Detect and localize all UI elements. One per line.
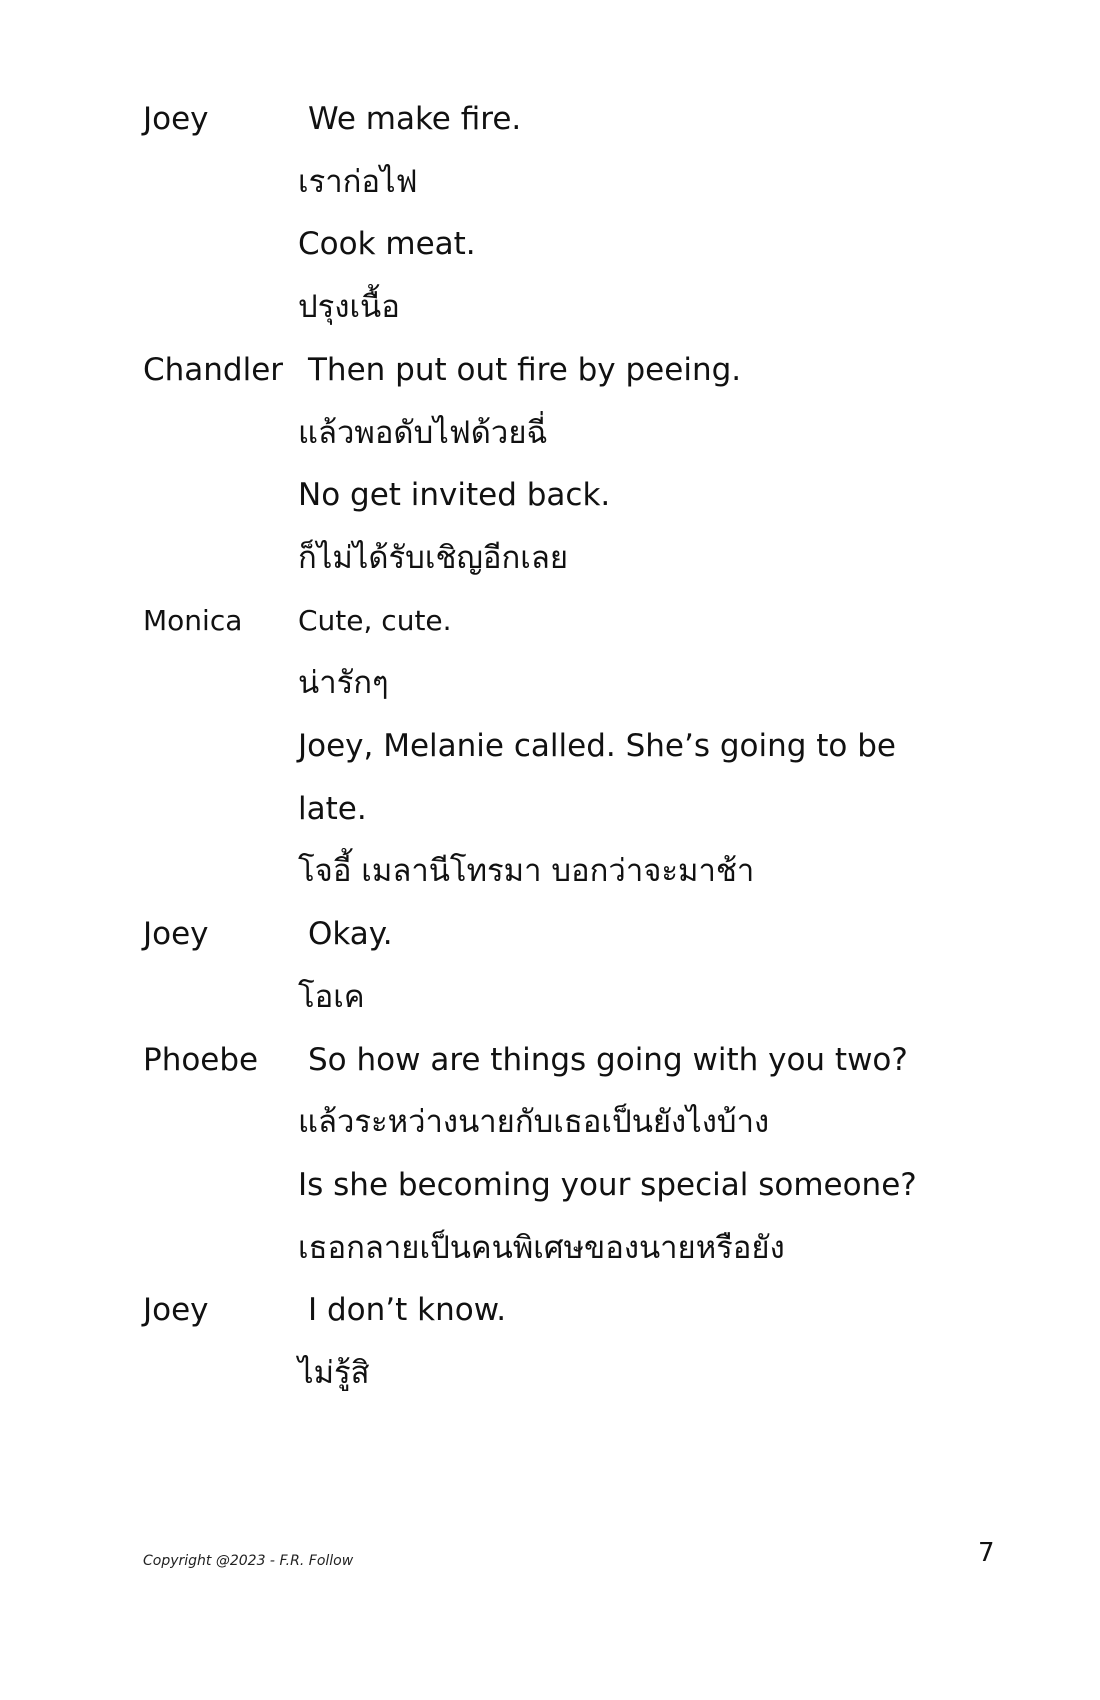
dialogue-line	[0, 1280, 1100, 1340]
dialogue-text: Is she becoming your special someone?	[298, 1167, 917, 1203]
dialogue-text: Okay.	[308, 916, 393, 952]
dialogue-line	[0, 403, 1100, 463]
dialogue-text: I don’t know.	[308, 1292, 507, 1328]
dialogue-text: ก็ไม่ได้รับเชิญอีกเลย	[298, 540, 569, 576]
dialogue-line	[0, 1218, 1100, 1278]
dialogue-line	[0, 1092, 1100, 1152]
dialogue-text: โอเค	[298, 979, 365, 1015]
speaker-name: Joey	[143, 916, 209, 952]
dialogue-text: Joey, Melanie called. She’s going to be	[298, 728, 896, 764]
dialogue-line	[0, 340, 1100, 400]
dialogue-text: โจอี้ เมลานีโทรมา บอกว่าจะมาช้า	[298, 853, 755, 889]
dialogue-text: น่ารักๆ	[298, 665, 389, 701]
dialogue-line	[0, 653, 1100, 713]
dialogue-text: แล้วพอดับไฟด้วยฉี่	[298, 415, 548, 451]
dialogue-text: แล้วระหว่างนายกับเธอเป็นยังไงบ้าง	[298, 1104, 770, 1140]
dialogue-line	[0, 967, 1100, 1027]
dialogue-text: Then put out fire by peeing.	[308, 352, 742, 388]
dialogue-line	[0, 1030, 1100, 1090]
dialogue-line	[0, 528, 1100, 588]
dialogue-line	[0, 591, 1100, 651]
dialogue-text: So how are things going with you two?	[308, 1042, 908, 1078]
dialogue-line	[0, 277, 1100, 337]
page-number: 7	[978, 1538, 995, 1568]
speaker-name: Joey	[143, 101, 209, 137]
dialogue-line	[0, 89, 1100, 149]
dialogue-line	[0, 214, 1100, 274]
speaker-name: Joey	[143, 1292, 209, 1328]
dialogue-text: ปรุงเนื้อ	[298, 289, 400, 325]
dialogue-text: เราก่อไฟ	[298, 164, 418, 200]
dialogue-text: Cute, cute.	[298, 604, 452, 637]
dialogue-line	[0, 1343, 1100, 1403]
dialogue-text: We make fire.	[308, 101, 522, 137]
dialogue-text: ไม่รู้สิ	[298, 1355, 370, 1391]
dialogue-line	[0, 779, 1100, 839]
dialogue-text: เธอกลายเป็นคนพิเศษของนายหรือยัง	[298, 1230, 785, 1266]
speaker-name: Monica	[143, 604, 243, 637]
dialogue-text: No get invited back.	[298, 477, 611, 513]
speaker-name: Phoebe	[143, 1042, 259, 1078]
speaker-name: Chandler	[143, 352, 284, 388]
dialogue-line	[0, 465, 1100, 525]
dialogue-line	[0, 716, 1100, 776]
dialogue-text: late.	[298, 791, 367, 827]
copyright-notice: Copyright @2023 - F.R. Follow	[143, 1553, 354, 1569]
dialogue-line	[0, 841, 1100, 901]
dialogue-line	[0, 152, 1100, 212]
dialogue-line	[0, 904, 1100, 964]
dialogue-text: Cook meat.	[298, 226, 476, 262]
dialogue-line	[0, 1155, 1100, 1215]
